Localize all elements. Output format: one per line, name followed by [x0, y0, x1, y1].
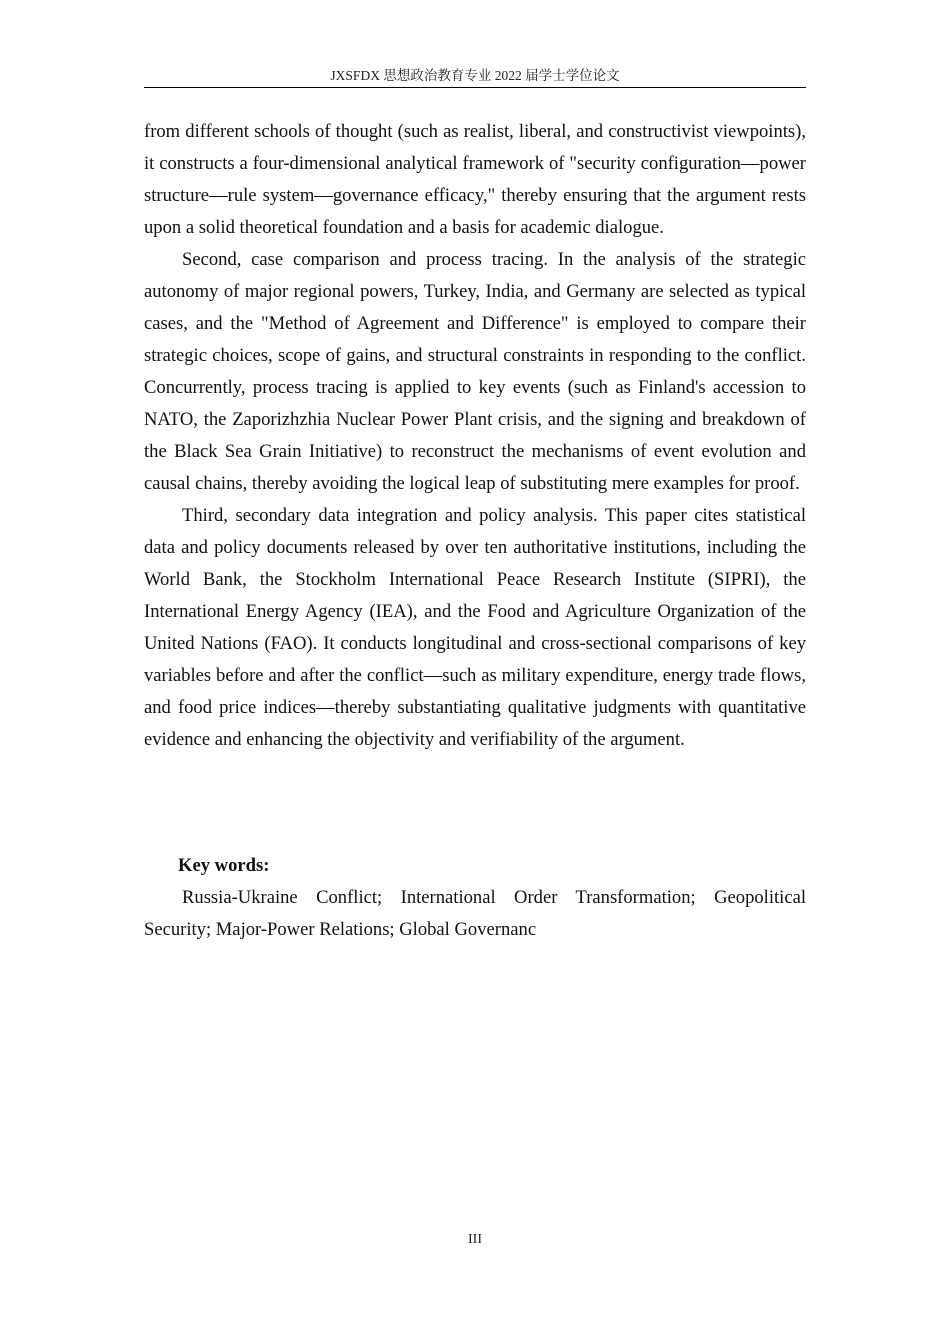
body-text: [144, 116, 806, 756]
running-header-title: JXSFDX 思想政治教育专业 2022 届学士学位论文: [330, 68, 620, 83]
paragraph-case-comparison: Second, case comparison and process tracing. In the analysis of the strategic autonomy of major regional powers, Turkey, India, and Germany are selected as typical cases, and the "Method of Agreement and Difference" is employed to compare their strategic choices, scope of gains, and structural constraints in responding to the conflict. Concurrently, process tracing is applied to key events (such as Finland's accession to NATO, the Zaporizhzhia Nuclear Power Plant crisis, and the signing and breakdown of the Black Sea Grain Initiative) to reconstruct the mechanisms of event evolution and causal chains, thereby avoiding the logical leap of substituting mere examples for proof.: [144, 249, 806, 494]
paragraph-data-integration: Third, secondary data integration and policy analysis. This paper cites statistical data and policy documents released by over ten authoritative institutions, including the World Bank, the Stockholm International Peace Research Institute (SIPRI), the International Energy Agency (IEA), and the Food and Agriculture Organization of the United Nations (FAO). It conducts longitudinal and cross-sectional comparisons of key variables before and after the conflict—such as military expenditure, energy trade flows, and food price indices—thereby substantiating qualitative judgments with quantitative evidence and enhancing the objectivity and verifiability of the argument.: [144, 505, 806, 750]
page-number: III: [468, 1232, 482, 1247]
keywords-section: [144, 850, 806, 946]
paragraph-theoretical-framework: from different schools of thought (such as realist, liberal, and constructivist viewpoints), it constructs a four-dimensional analytical framework of "security configuration—power structure—rule system—governance efficacy," thereby ensuring that the argument rests upon a solid theoretical foundation and a basis for academic dialogue.: [144, 121, 806, 238]
keywords-list: Russia-Ukraine Conflict; International Order Transformation; Geopolitical Security; Major-Power Relations; Global Governanc: [144, 887, 806, 940]
keywords-heading: Key words:: [178, 855, 270, 876]
running-header: [144, 66, 806, 88]
